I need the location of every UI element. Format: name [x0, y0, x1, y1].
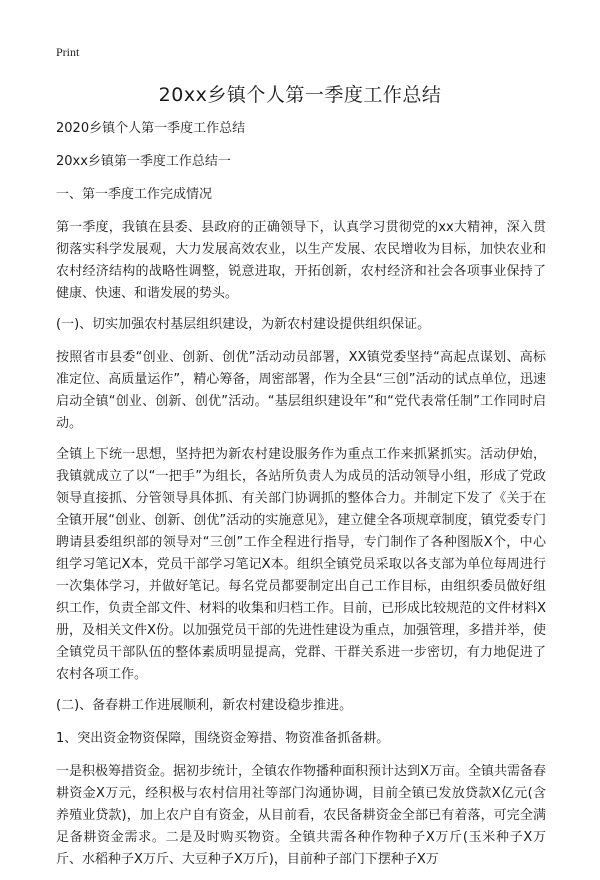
paragraph: 一是积极筹措资金。据初步统计，全镇农作物播种面积预计达到X万亩。全镇共需备春耕资金X万元，经积极与农村信用社等部门沟通协调，目前全镇已发放贷款X亿元(含养殖业贷款)，加上农户自有资金，从目前看，农民备耕资金全部已有着落，可完全满足备耕资金需求。二是及时购买物资。全镇共需各种作物种子X万斤(玉米种子X万斤、水稻种子X万斤、大豆种子X万斤)，目前种子部门下摆种子X万: [56, 764, 546, 867]
paragraph: 按照省市县委“创业、创新、创优”活动动员部署，XX镇党委坚持“高起点谋划、高标准定位、高质量运作”，精心筹备，周密部署，作为全县“三创”活动的试点单位，迅速启动全镇“创业、创新、创优”活动。“基层组织建设年”和“党代表常任制”工作同时启动。: [56, 350, 546, 431]
paragraph: 全镇上下统一思想，坚持把为新农村建设服务作为重点工作来抓紧抓实。活动伊始，我镇就成立了以“一把手”为组长，各站所负责人为成员的活动领导小组，形成了党政领导直接抓、分管领导具体抓、有关部门协调抓的整体合力。并制定下发了《关于在全镇开展“创业、创新、创优”活动的实施意见》，建立健全各项规章制度，镇党委专门聘请县委组织部的领导对“三创”工作全程进行指导，专门制作了各种图版X个，中心组学习笔记X本，党员干部学习笔记X本。组织全镇党员采取以各支部为单位每周进行一次集体学习，并做好笔记。每名党员都要制定出自己工作目标，由组织委员做好组织工作，负责全部文件、材料的收集和归档工作。目前，已形成比较规范的文件材料X册，及相关文件X份。以加强党员干部的先进性建设为重点，加强管理，多措并举，使全镇党员干部队伍的整体素质明显提高，党群、干群关系进一步密切，有力地促进了农村各项工作。: [56, 447, 546, 682]
paragraph-subheading: (一)、切实加强农村基层组织建设，为新农村建设提供组织保证。: [56, 317, 431, 332]
paragraph-subtitle: 2020乡镇个人第一季度工作总结: [56, 121, 246, 136]
paragraph-subheading: 1、突出资金物资保障，围绕资金筹措、物资准备抓备耕。: [56, 731, 390, 746]
paragraph-subheading: (二)、备春耕工作进展顺利，新农村建设稳步推进。: [56, 698, 353, 713]
document-body: [56, 118, 546, 880]
print-link[interactable]: Print: [56, 45, 80, 59]
paragraph-heading-one: 一、第一季度工作完成情况: [56, 187, 213, 202]
paragraph: 第一季度，我镇在县委、县政府的正确领导下，认真学习贯彻党的xx大精神，深入贯彻落实科学发展观，大力发展高效农业，以生产发展、农民增收为目标，加快农业和农村经济结构的战略性调整，锐意进取，开拓创新，农村经济和社会各项事业保持了健康、快速、和谐发展的势头。: [56, 220, 546, 301]
paragraph-section-heading: 20xx乡镇第一季度工作总结一: [56, 154, 231, 169]
document-title: 20xx乡镇个人第一季度工作总结: [158, 84, 442, 106]
